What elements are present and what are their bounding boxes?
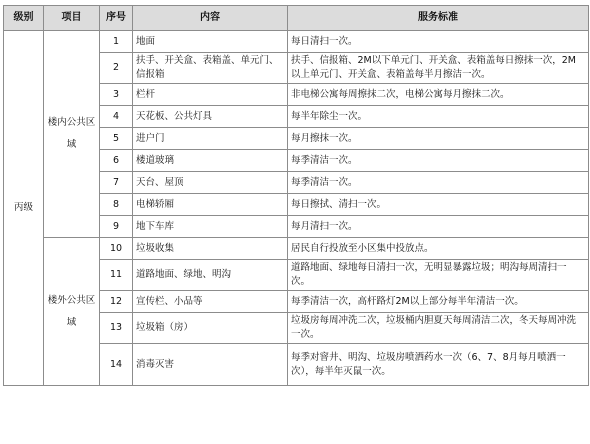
row-content: 天花板、公共灯具	[133, 106, 288, 128]
row-content: 电梯轿厢	[133, 194, 288, 216]
row-content: 栏杆	[133, 84, 288, 106]
row-standard: 每季清洁一次，高杆路灯2M以上部分每半年清洁一次。	[288, 291, 589, 313]
row-content: 地面	[133, 31, 288, 53]
header-item: 项目	[44, 6, 100, 31]
table-body	[4, 31, 589, 386]
row-standard: 每半年除尘一次。	[288, 106, 589, 128]
row-number: 3	[100, 84, 133, 106]
row-content: 垃圾箱（房）	[133, 313, 288, 344]
row-standard: 居民自行投放至小区集中投放点。	[288, 238, 589, 260]
row-number: 5	[100, 128, 133, 150]
row-standard: 每月擦抹一次。	[288, 128, 589, 150]
row-standard: 扶手、信报箱、2M以下单元门、开关盒、表箱盖每日擦抹一次，2M以上单元门、开关盒、表箱盖每半月擦洁一次。	[288, 53, 589, 84]
row-content: 楼道玻璃	[133, 150, 288, 172]
row-number: 11	[100, 260, 133, 291]
area-cell: 楼内公共区域	[44, 31, 100, 238]
header-number: 序号	[100, 6, 133, 31]
row-content: 道路地面、绿地、明沟	[133, 260, 288, 291]
header-content: 内容	[133, 6, 288, 31]
row-standard: 非电梯公寓每周擦抹二次，电梯公寓每月擦抹二次。	[288, 84, 589, 106]
row-content: 消毒灭害	[133, 344, 288, 386]
row-content: 地下车库	[133, 216, 288, 238]
header-standard: 服务标准	[288, 6, 589, 31]
row-number: 2	[100, 53, 133, 84]
row-number: 4	[100, 106, 133, 128]
row-standard: 道路地面、绿地每日清扫一次，无明显暴露垃圾；明沟每周清扫一次。	[288, 260, 589, 291]
row-content: 天台、屋顶	[133, 172, 288, 194]
row-content: 宣传栏、小品等	[133, 291, 288, 313]
header-level: 级别	[4, 6, 44, 31]
row-standard: 每日擦拭、清扫一次。	[288, 194, 589, 216]
row-content: 进户门	[133, 128, 288, 150]
row-standard: 每月清扫一次。	[288, 216, 589, 238]
row-standard: 每季对窨井、明沟、垃圾房喷洒药水一次（6、7、8月每月喷洒一次），每半年灭鼠一次。	[288, 344, 589, 386]
row-number: 14	[100, 344, 133, 386]
row-content: 扶手、开关盒、表箱盖、单元门、信报箱	[133, 53, 288, 84]
area-cell: 楼外公共区域	[44, 238, 100, 386]
row-standard: 每季清洁一次。	[288, 150, 589, 172]
row-number: 9	[100, 216, 133, 238]
service-standard-table	[3, 5, 589, 386]
row-number: 10	[100, 238, 133, 260]
row-standard: 垃圾房每周冲洗二次，垃圾桶内胆夏天每周清洁二次，冬天每周冲洗一次。	[288, 313, 589, 344]
table-row	[4, 31, 589, 53]
row-standard: 每日清扫一次。	[288, 31, 589, 53]
row-number: 8	[100, 194, 133, 216]
level-cell: 丙级	[4, 31, 44, 386]
header-row	[4, 6, 589, 31]
row-standard: 每季清洁一次。	[288, 172, 589, 194]
row-number: 12	[100, 291, 133, 313]
row-number: 13	[100, 313, 133, 344]
table-row	[4, 238, 589, 260]
row-content: 垃圾收集	[133, 238, 288, 260]
row-number: 1	[100, 31, 133, 53]
row-number: 6	[100, 150, 133, 172]
row-number: 7	[100, 172, 133, 194]
